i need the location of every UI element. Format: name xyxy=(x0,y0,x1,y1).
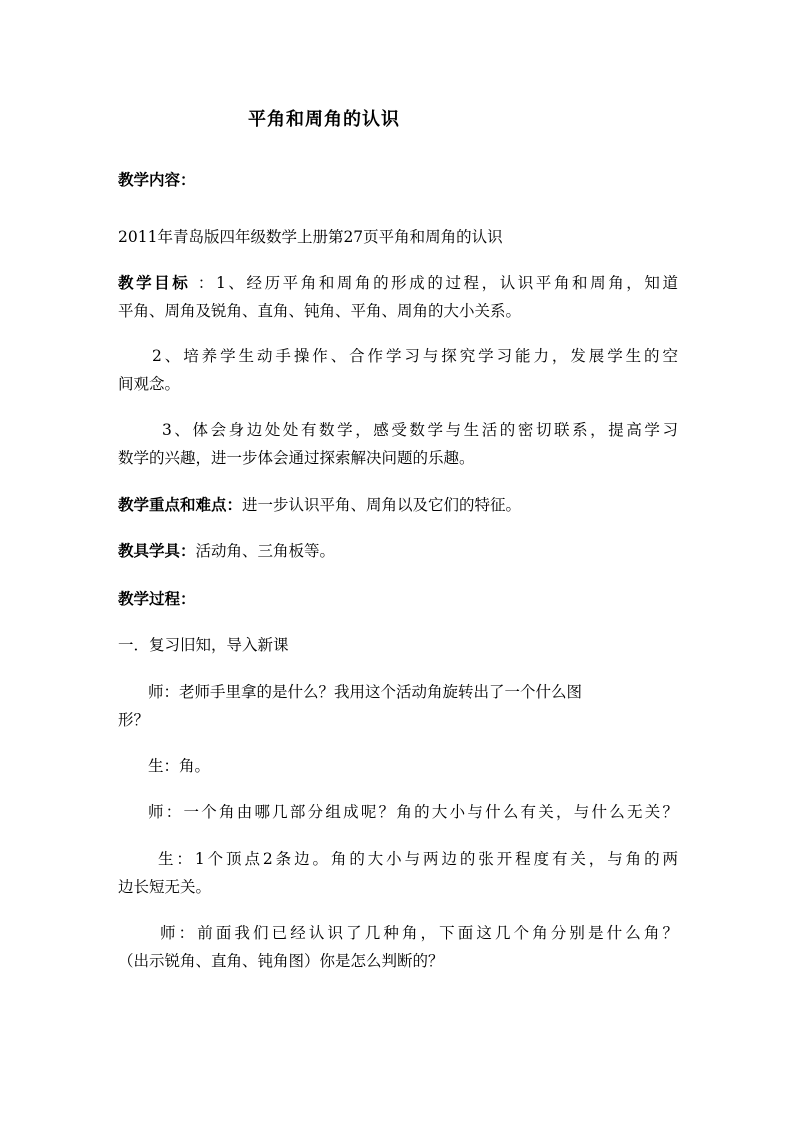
teacher-line-3: 师：前面我们已经认识了几种角，下面这几个角分别是什么角？ xyxy=(160,924,678,942)
teacher-line-2: 师：一个角由哪几部分组成呢？角的大小与什么有关，与什么无关？ xyxy=(148,803,678,821)
goal1-text: ：1、经历平角和周角的形成的过程，认识平角和周角，知道 xyxy=(197,274,678,292)
goal2-line1: 2、培养学生动手操作、合作学习与探究学习能力，发展学生的空 xyxy=(152,347,678,365)
student-line-2: 生：1个顶点2条边。角的大小与两边的张开程度有关，与角的两 xyxy=(158,850,678,868)
teacher-line-3-cont: （出示锐角、直角、钝角图）你是怎么判断的？ xyxy=(118,952,444,970)
goal3-line1: 3、体会身边处处有数学，感受数学与生活的密切联系，提高学习 xyxy=(162,421,678,439)
tools-text: 活动角、三角板等。 xyxy=(195,542,336,560)
student-line-1: 生：角。 xyxy=(148,757,211,775)
key-text: 进一步认识平角、周角以及它们的特征。 xyxy=(242,496,522,514)
key-label: 教学重点和难点： xyxy=(118,495,243,514)
teacher-line-1-cont: 形？ xyxy=(118,711,150,729)
goal1-line2: 平角、周角及锐角、直角、钝角、平角、周角的大小关系。 xyxy=(118,302,522,320)
goals-label: 教学目标 xyxy=(118,273,191,292)
tools-label: 教具学具： xyxy=(118,541,196,560)
goal2-line2: 间观念。 xyxy=(118,375,181,393)
goal3-line2: 数学的兴趣，进一步体会通过探索解决问题的乐趣。 xyxy=(118,449,475,467)
goal1-line1 xyxy=(118,273,678,293)
section-heading-1: 一．复习旧知，导入新课 xyxy=(118,636,289,654)
process-heading: 教学过程： xyxy=(118,589,196,608)
key-points xyxy=(118,495,678,515)
tools xyxy=(118,541,678,561)
page-title: 平角和周角的认识 xyxy=(248,109,400,130)
student-line-2-cont: 边长短无关。 xyxy=(118,878,212,896)
teacher-line-1: 师：老师手里拿的是什么？我用这个活动角旋转出了一个什么图 xyxy=(148,683,583,701)
content-heading: 教学内容： xyxy=(118,170,196,189)
content-text: 2011年青岛版四年级数学上册第27页平角和周角的认识 xyxy=(118,228,503,246)
